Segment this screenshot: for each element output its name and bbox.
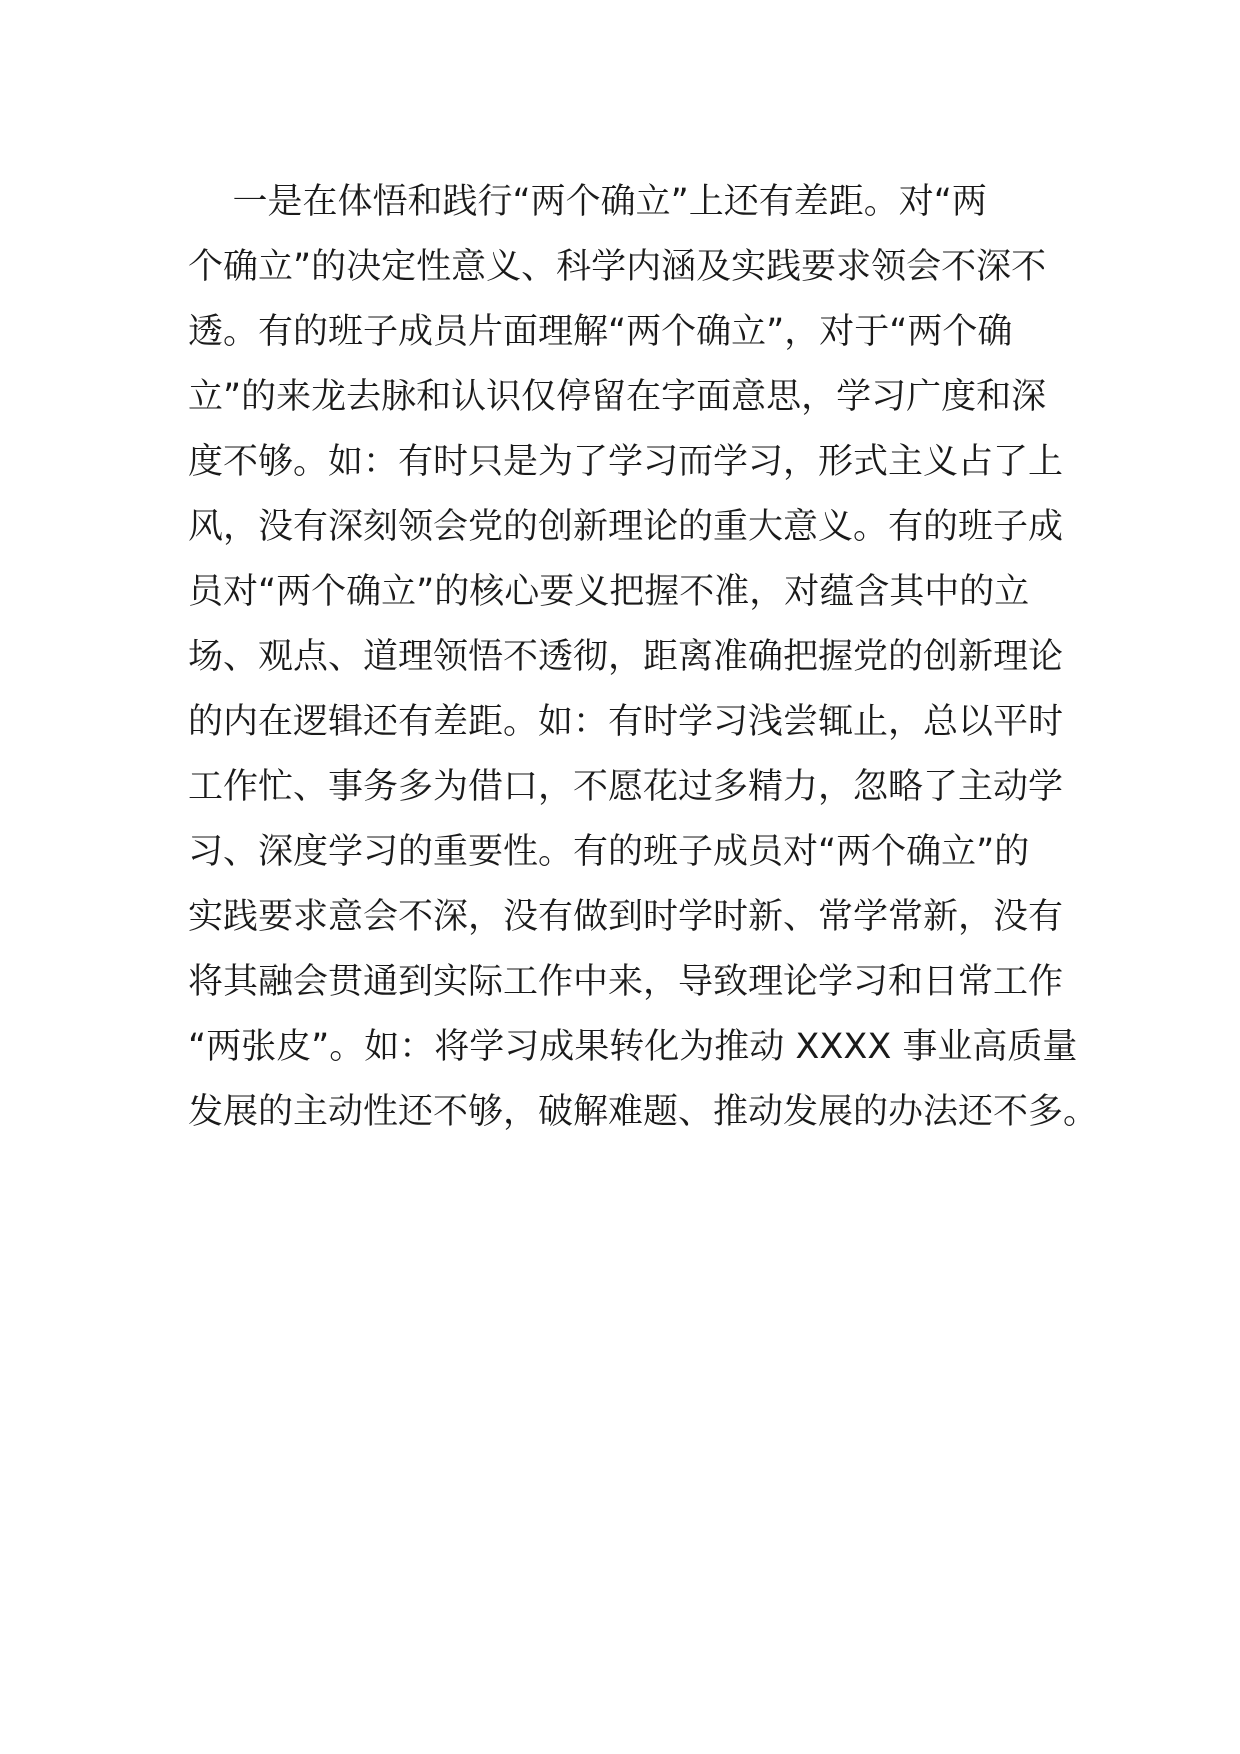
- paragraph-line-3: 透。有的班子成员片面理解“两个确立”，对于“两个确: [188, 312, 1013, 352]
- paragraph-line-12: 实践要求意会不深，没有做到时学时新、常学常新，没有: [188, 897, 1064, 937]
- paragraph-line-4: 立”的来龙去脉和认识仅停留在字面意思，学习广度和深: [188, 377, 1047, 417]
- paragraph-line-7: 员对“两个确立”的核心要义把握不准，对蕴含其中的立: [188, 572, 1030, 612]
- paragraph-line-6: 风，没有深刻领会党的创新理论的重大意义。有的班子成: [188, 507, 1064, 547]
- paragraph-line-9: 的内在逻辑还有差距。如：有时学习浅尝辄止，总以平时: [188, 702, 1064, 742]
- paragraph-line-1: 一是在体悟和践行“两个确立”上还有差距。对“两: [188, 182, 987, 222]
- paragraph-line-8: 场、观点、道理领悟不透彻，距离准确把握党的创新理论: [188, 637, 1064, 677]
- paragraph-line-5: 度不够。如：有时只是为了学习而学习，形式主义占了上: [188, 442, 1064, 482]
- paragraph-line-10: 工作忙、事务多为借口，不愿花过多精力，忽略了主动学: [188, 767, 1064, 807]
- paragraph-line-2: 个确立”的决定性意义、科学内涵及实践要求领会不深不: [188, 247, 1047, 287]
- paragraph-line-11: 习、深度学习的重要性。有的班子成员对“两个确立”的: [188, 832, 1030, 872]
- body-paragraph: [188, 170, 1099, 1145]
- paragraph-line-13: 将其融会贯通到实际工作中来，导致理论学习和日常工作: [188, 962, 1064, 1002]
- paragraph-line-14: “两张皮”。如：将学习成果转化为推动 XXXX 事业高质量: [188, 1027, 1078, 1067]
- paragraph-line-15: 发展的主动性还不够，破解难题、推动发展的办法还不多。: [188, 1092, 1099, 1132]
